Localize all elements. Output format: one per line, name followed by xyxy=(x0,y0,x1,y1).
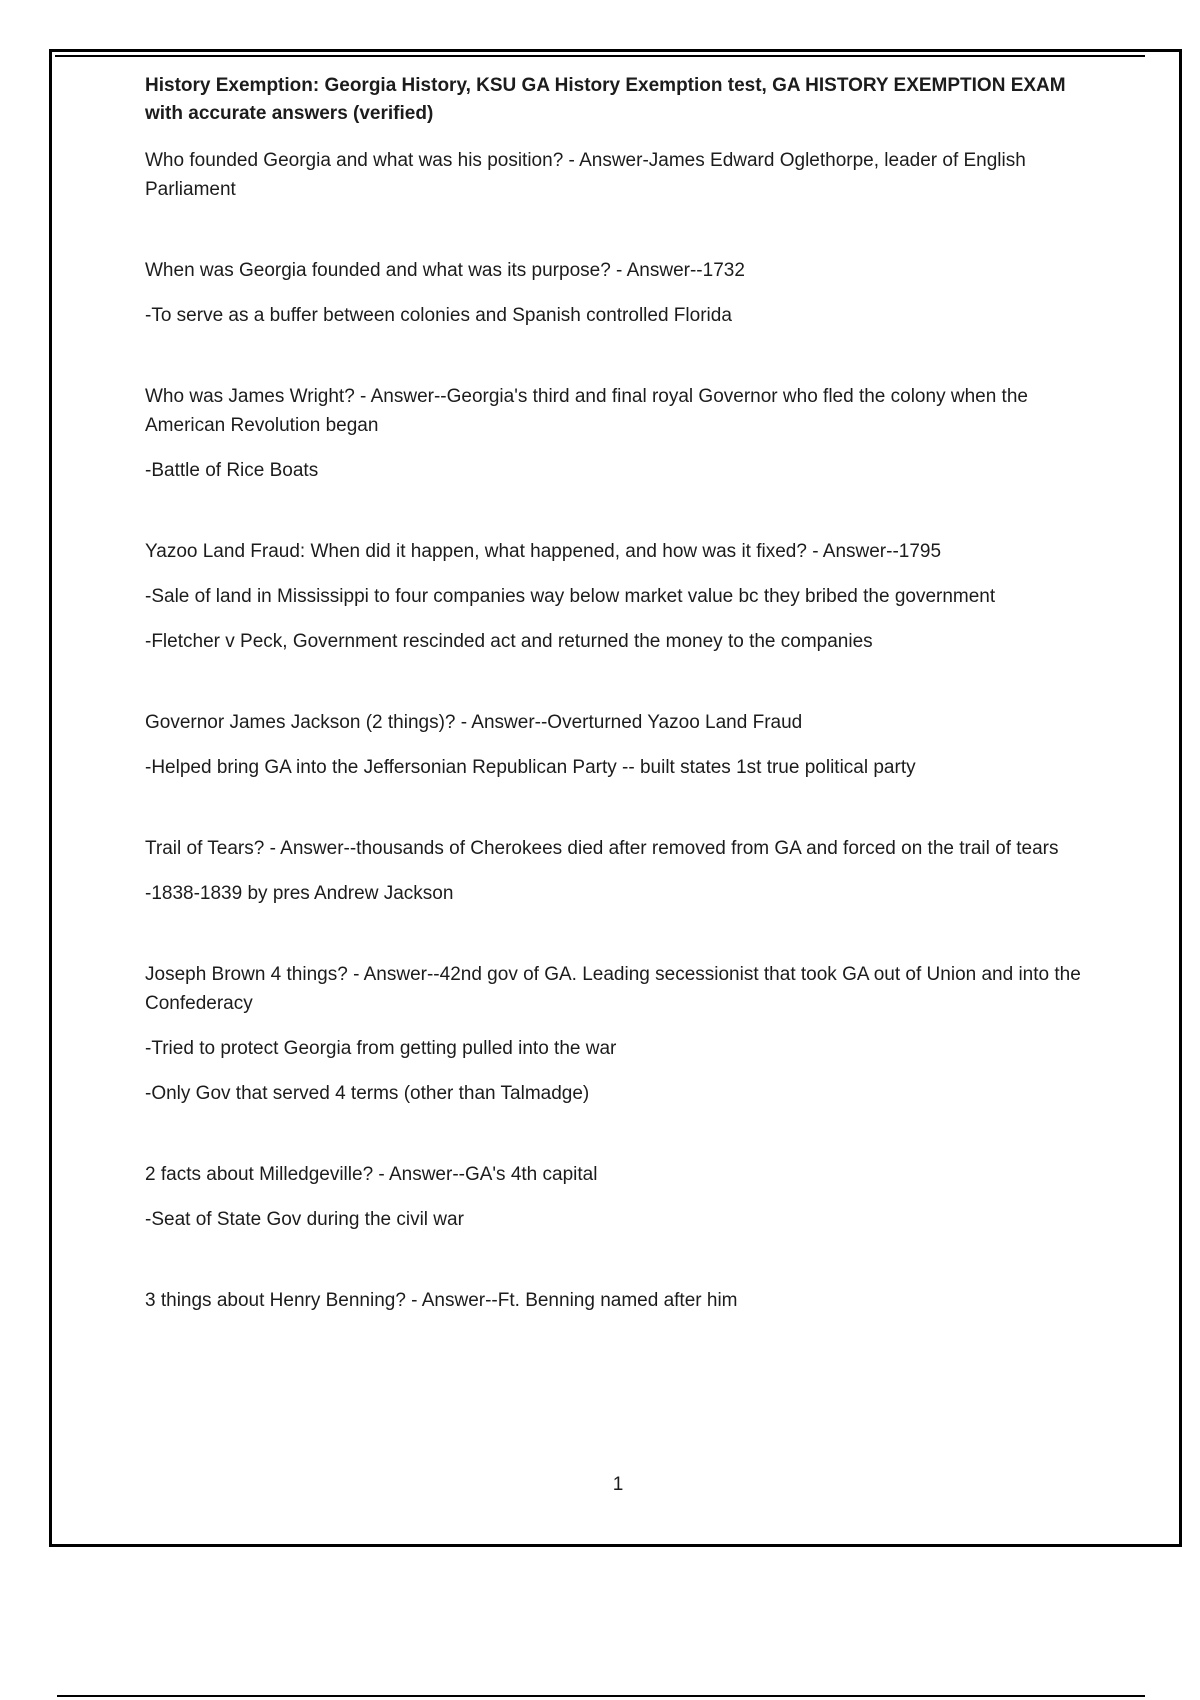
qa-question: Trail of Tears? - Answer--thousands of Cherokees died after removed from GA and forced on the trail of tears xyxy=(145,838,1059,859)
page-number: 1 xyxy=(612,1474,624,1495)
qa-question: Joseph Brown 4 things? - Answer--42nd gov of GA. Leading secessionist that took GA out of Union and into the Confederacy xyxy=(145,964,1081,1014)
qa-answer-line: -To serve as a buffer between colonies and Spanish controlled Florida xyxy=(145,305,732,326)
qa-answer-line: -Sale of land in Mississippi to four companies way below market value bc they bribed the government xyxy=(145,586,996,607)
qa-item xyxy=(145,708,1090,782)
qa-question: Governor James Jackson (2 things)? - Answer--Overturned Yazoo Land Fraud xyxy=(145,712,803,733)
page-content xyxy=(145,72,1090,1367)
qa-question: 2 facts about Milledgeville? - Answer--GA's 4th capital xyxy=(145,1164,598,1185)
qa-question: Who founded Georgia and what was his position? - Answer-James Edward Oglethorpe, leader of English Parliament xyxy=(145,150,1026,200)
qa-item xyxy=(145,382,1090,485)
qa-answer-line: -Helped bring GA into the Jeffersonian Republican Party -- built states 1st true political party xyxy=(145,757,916,778)
qa-answer-line: -Seat of State Gov during the civil war xyxy=(145,1209,464,1230)
bottom-rule xyxy=(57,1695,1145,1697)
qa-answer-line: -Tried to protect Georgia from getting pulled into the war xyxy=(145,1038,617,1059)
qa-question: When was Georgia founded and what was its purpose? - Answer--1732 xyxy=(145,260,745,281)
qa-item xyxy=(145,146,1090,204)
qa-item xyxy=(145,960,1090,1108)
qa-item xyxy=(145,1160,1090,1234)
qa-item xyxy=(145,1286,1090,1315)
qa-question: 3 things about Henry Benning? - Answer--Ft. Benning named after him xyxy=(145,1290,738,1311)
document-title: History Exemption: Georgia History, KSU GA History Exemption test, GA HISTORY EXEMPTION EXAM with accurate answers (verified) xyxy=(145,75,1066,124)
qa-answer-line: -Only Gov that served 4 terms (other than Talmadge) xyxy=(145,1083,590,1104)
qa-item xyxy=(145,834,1090,908)
qa-answer-line: -Fletcher v Peck, Government rescinded act and returned the money to the companies xyxy=(145,631,873,652)
qa-answer-line: -1838-1839 by pres Andrew Jackson xyxy=(145,883,454,904)
qa-question: Yazoo Land Fraud: When did it happen, what happened, and how was it fixed? - Answer--1795 xyxy=(145,541,942,562)
qa-item xyxy=(145,537,1090,656)
top-rule xyxy=(55,55,1145,57)
qa-question: Who was James Wright? - Answer--Georgia's third and final royal Governor who fled the colony when the American Revolution began xyxy=(145,386,1028,436)
qa-item xyxy=(145,256,1090,330)
qa-answer-line: -Battle of Rice Boats xyxy=(145,460,319,481)
